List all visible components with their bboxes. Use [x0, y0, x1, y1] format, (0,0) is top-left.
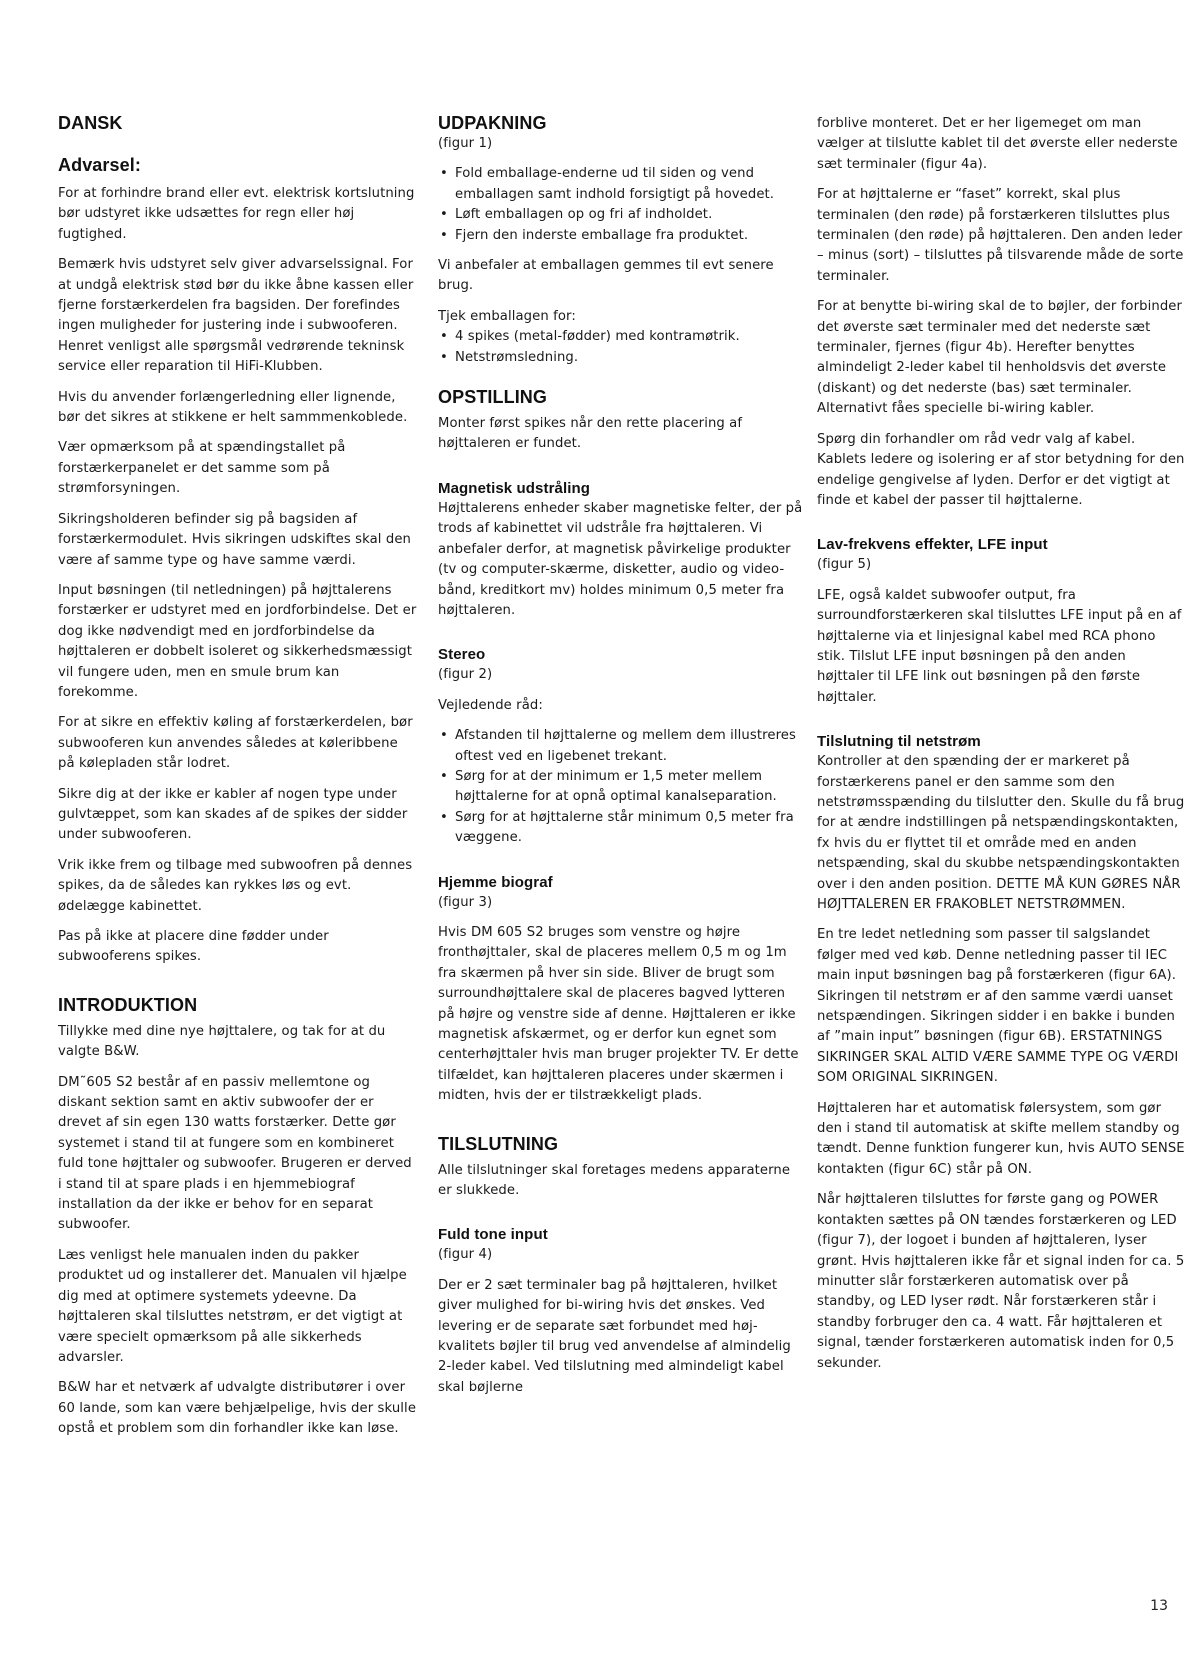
- figure-reference: (figur 1): [438, 136, 493, 151]
- list-item: • Fjern den inderste emballage fra produktet.: [438, 226, 804, 246]
- home-theatre-paragraph: Hvis DM 605 S2 bruges som venstre og højre fronthøjttaler, skal de placeres mellem 0,5 m og 1m fra skærmen på hver sin side. Bliver de brugt som surroundhøjttalere skal de placeres bagved lytteren på højre og venstre side af denne. Højttaleren er ikke magnetisk afskærmet, og er derfor kun egnet som centerhøjttaler hvis man bruger projekter TV. Er dette tilfældet, kan højttaleren placeres under skærmen i midten, hvis der er tilstrækkeligt plads.: [438, 924, 799, 1104]
- column-2: [438, 112, 804, 1408]
- list-item: • Løft emballagen op og fri af indholdet.: [438, 205, 804, 225]
- terminal-paragraph: Spørg din forhandler om råd vedr valg af kabel. Kablets ledere og isolering er af stor betydning for den endelige gengivelse af lyden. Derfor er det vigtigt at finde et kabel der passer til højttalerne.: [817, 431, 1185, 508]
- warning-paragraph: Vær opmærksom på at spændingstallet på forstærkerpanelet er det samme som på strømforsyningen.: [58, 440, 346, 497]
- intro-paragraph: Tillykke med dine nye højttalere, og tak for at du valgte B&W.: [58, 1023, 386, 1060]
- mains-heading: Tilslutning til netstrøm: [817, 733, 981, 751]
- connection-heading: TILSLUTNING: [438, 1133, 559, 1154]
- column-1: [58, 112, 418, 1450]
- list-item: • 4 spikes (metal-fødder) med kontramøtrik.: [438, 327, 804, 347]
- list-item: • Fold emballage-enderne ud til siden og vend emballagen samt indhold forsigtigt på hovedet.: [438, 164, 804, 205]
- stereo-heading: Stereo: [438, 646, 486, 664]
- check-intro: Tjek emballagen for:: [438, 308, 576, 324]
- column-3: [817, 114, 1185, 1384]
- warning-paragraph: Sikringsholderen befinder sig på bagsiden af forstærkermodulet. Hvis sikringen udskiftes skal den være af samme type og have samme værdi.: [58, 511, 411, 568]
- language-heading: DANSK: [58, 113, 123, 133]
- warning-paragraph: Input bøsningen (til netledningen) på højttalerens forstærker er udstyret med en jordforbindelse. Det er dog ikke nødvendigt med en jordforbindelse da højttaleren er dobbelt isoleret og sikkerhedsmæssigt vil fungere uden, men en smule brum kan forekomme.: [58, 582, 417, 700]
- setup-heading: OPSTILLING: [438, 387, 547, 408]
- warning-heading: Advarsel:: [58, 155, 141, 175]
- home-theatre-heading: Hjemme biograf: [438, 873, 553, 891]
- check-list: [438, 327, 804, 368]
- intro-paragraph: DM˜605 S2 består af en passiv mellemtone og diskant sektion samt en aktiv subwoofer der er drevet af sin egen 130 watts forstærker. Dette gør systemet i stand til at fungere som en kombineret fuld tone højttaler og subwoofer. Brugeren er derved i stand til at spare plads i en hjemmebiograf installation da der ikke er behov for en separat subwoofer.: [58, 1074, 412, 1233]
- figure-reference: (figur 2): [438, 667, 493, 683]
- list-item: • Afstanden til højttalerne og mellem dem illustreres oftest ved en ligebenet trekant.: [438, 726, 804, 767]
- warning-paragraph: Pas på ikke at placere dine fødder under subwooferens spikes.: [58, 929, 329, 965]
- figure-reference: (figur 3): [438, 894, 493, 910]
- stereo-intro: Vejledende råd:: [438, 697, 543, 713]
- intro-paragraph: B&W har et netværk af udvalgte distributører i over 60 lande, som kan være behjælpelige, hvis der skulle opstå et problem som din forhandler ikke kan løse.: [58, 1380, 417, 1437]
- unpacking-heading: UDPAKNING: [438, 113, 547, 133]
- list-item: • Sørg for at højttalerne står minimum 0,5 meter fra væggene.: [438, 808, 804, 849]
- warning-paragraph: Hvis du anvender forlængerledning eller lignende, bør det sikres at stikkene er helt sammmenkoblede.: [58, 389, 408, 426]
- page-number: 13: [1150, 1598, 1168, 1614]
- lfe-heading: Lav-frekvens effekter, LFE input: [817, 536, 1048, 554]
- list-item: • Sørg for at der minimum er 1,5 meter mellem højttalerne for at opnå optimal kanalseparation.: [438, 767, 804, 808]
- intro-paragraph: Læs venligst hele manualen inden du pakker produktet ud og installerer det. Manualen vil hjælpe dig med at optimere systemets ydeevne. Da højttaleren skal tilsluttes netstrøm, er det vigtigt at være specielt opmærksom på alle sikkerheds advarsler.: [58, 1247, 407, 1365]
- terminal-paragraph: For at benytte bi-wiring skal de to bøjler, der forbinder det øverste sæt terminaler med det nederste sæt terminaler, fjernes (figur 4b). Herefter benyttes almindeligt 2-leder kabel til henholdsvis det øverste (diskant) og det nederste (bas) sæt terminaler. Alternativt fåes specielle bi-wiring kabler.: [817, 299, 1183, 417]
- list-item: • Netstrømsledning.: [438, 348, 804, 368]
- unpacking-paragraph: Vi anbefaler at emballagen gemmes til evt senere brug.: [438, 258, 774, 294]
- warning-paragraph: Sikre dig at der ikke er kabler af nogen type under gulvtæppet, som kan skades af de spikes der sidder under subwooferen.: [58, 786, 408, 843]
- warning-paragraph: For at sikre en effektiv køling af forstærkerdelen, bør subwooferen kun anvendes således at køleribbene på kølepladen står lodret.: [58, 715, 413, 772]
- magnetic-heading: Magnetisk udstråling: [438, 479, 591, 497]
- figure-reference: (figur 5): [817, 557, 872, 573]
- figure-reference: (figur 4): [438, 1247, 493, 1263]
- mains-paragraph: Kontroller at den spænding der er markeret på forstærkerens panel er den samme som den netstrømsspænding du tilslutter den. Skulle du få brug for at ændre indstillingen på netspændingskontakten, fx hvis du er flyttet til et område med en anden netspænding, skal du skubbe netspændingskontakten over i den anden position. DETTE MÅ KUN GØRES NÅR HØJTTALEREN ER FRAKOBLET NETSTRØMMEN.: [817, 754, 1185, 912]
- full-range-paragraph: Der er 2 sæt terminaler bag på højttaleren, hvilket giver mulighed for bi-wiring hvis det ønskes. Ved levering er de separate sæt forbundet med høj-kvalitets bøjler til brug ved anvendelse af almindelig 2-leder kabel. Ved tilslutning med almindeligt kabel skal bøjlerne: [438, 1277, 791, 1395]
- mains-paragraph: Når højttaleren tilsluttes for første gang og POWER kontakten sættes på ON tændes forstærkeren og LED (figur 7), der logoet i bunden af højttaleren, lyser grønt. Hvis højttaleren ikke får et signal inden for ca. 5 minutter slår forstærkeren automatisk over på standby, og LED lyser rødt. Når forstærkeren står i standby forbruger den ca. 4 watt. Får højttaleren et signal, tænder forstærkeren automatisk inden for 0,5 sekunder.: [817, 1192, 1185, 1371]
- introduction-heading: INTRODUKTION: [58, 994, 198, 1015]
- warning-paragraph: For at forhindre brand eller evt. elektrisk kortslutning bør udstyret ikke udsættes for regn eller høj fugtighed.: [58, 186, 415, 242]
- terminal-paragraph: forblive monteret. Det er her ligemeget om man vælger at tilslutte kablet til det øverste eller nederste sæt terminaler (figur 4a).: [817, 116, 1178, 172]
- setup-paragraph: Monter først spikes når den rette placering af højttaleren er fundet.: [438, 416, 743, 452]
- lfe-paragraph: LFE, også kaldet subwoofer output, fra surroundforstærkeren skal tilsluttes LFE input på en af højttalerne via et linjesignal kabel med RCA phono stik. Tilslut LFE input bøsningen på den anden højttaler til LFE link out bøsningen på den første højttaler.: [817, 587, 1182, 705]
- warning-paragraph: Bemærk hvis udstyret selv giver advarselssignal. For at undgå elektrisk stød bør du ikke åbne kassen eller fjerne forstærkerdelen fra bagsiden. Der forefindes ingen muligheder for justering inde i subwooferen. Henret venligst alle spørgsmål vedrørende tekninsk service eller reparation til HiFi-Klubben.: [58, 257, 414, 375]
- full-range-heading: Fuld tone input: [438, 1226, 548, 1244]
- unpacking-list: [438, 164, 804, 246]
- magnetic-paragraph: Højttalerens enheder skaber magnetiske felter, der på trods af kabinettet vil udstråle fra højttaleren. Vi anbefaler derfor, at magnetisk påvirkelige produkter (tv og computer-skærme, disketter, audio og video-bånd, kreditkort mv) holdes minimum 0,5 meter fra højttaleren.: [438, 500, 803, 618]
- connection-paragraph: Alle tilslutninger skal foretages medens apparaterne er slukkede.: [438, 1162, 791, 1199]
- terminal-paragraph: For at højttalerne er “faset” korrekt, skal plus terminalen (den røde) på forstærkeren tilsluttes plus terminalen (den røde) på højttaleren. Den anden leder – minus (sort) – tilsluttes på tilsvarende måde de sorte terminaler.: [817, 187, 1184, 284]
- mains-paragraph: En tre ledet netledning som passer til salgslandet følger med ved køb. Denne netledning passer til IEC main input bøsningen bag på forstærkeren (figur 6A). Sikringen til netstrøm er af den samme værdi uanset netspændingen. Sikringen sidder i en bakke i bunden af ”main input” bøsningen (figur 6B). ERSTATNINGS SIKRINGER SKAL ALTID VÆRE SAMME TYPE OG VÆRDI SOM ORIGINAL SIKRINGEN.: [817, 927, 1179, 1086]
- warning-paragraph: Vrik ikke frem og tilbage med subwoofren på dennes spikes, da de således kan rykkes løs og evt. ødelægge kabinettet.: [58, 857, 413, 914]
- stereo-list: [438, 726, 804, 848]
- mains-paragraph: Højttaleren har et automatisk følersystem, som gør den i stand til automatisk at skifte mellem standby og tændt. Denne funktion fungerer kun, hvis AUTO SENSE kontakten (figur 6C) står på ON.: [817, 1100, 1185, 1177]
